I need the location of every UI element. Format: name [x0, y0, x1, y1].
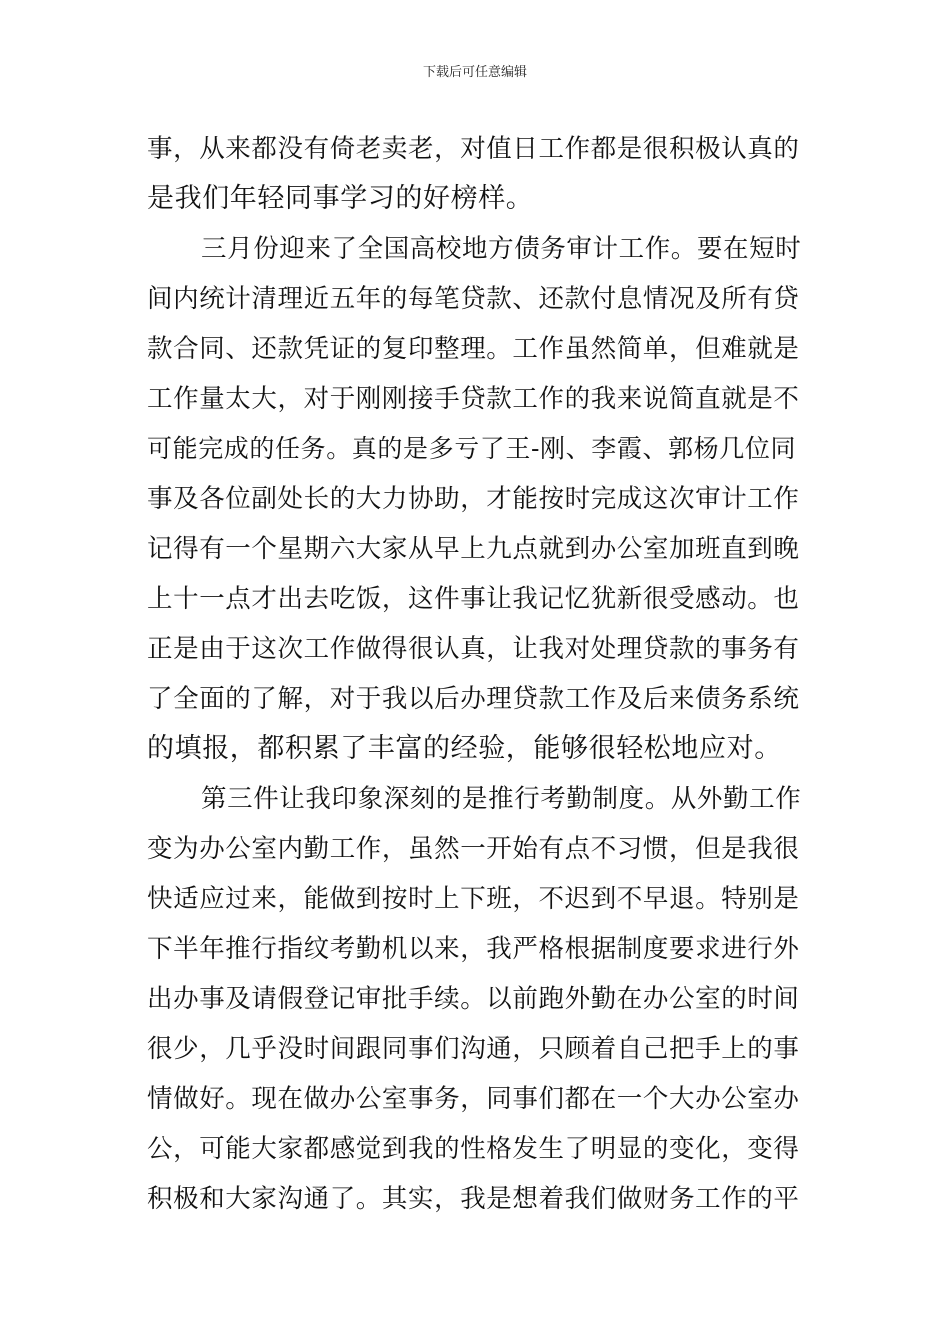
text-line: 款合同、还款凭证的复印整理。工作虽然简单，但难就是 [147, 334, 800, 364]
text-line: 积极和大家沟通了。其实，我是想着我们做财务工作的平 [147, 1184, 800, 1214]
text-line: 快适应过来，能做到按时上下班，不迟到不早退。特别是 [147, 884, 800, 914]
text-line: 下半年推行指纹考勤机以来，我严格根据制度要求进行外 [147, 934, 800, 964]
text-line: 正是由于这次工作做得很认真，让我对处理贷款的事务有 [147, 634, 800, 664]
text-line: 很少，几乎没时间跟同事们沟通，只顾着自己把手上的事 [147, 1034, 800, 1064]
text-line: 上十一点才出去吃饭，这件事让我记忆犹新很受感动。也 [147, 584, 800, 614]
text-line: 情做好。现在做办公室事务，同事们都在一个大办公室办 [147, 1084, 800, 1114]
text-line: 公，可能大家都感觉到我的性格发生了明显的变化，变得 [147, 1134, 800, 1164]
text-line: 出办事及请假登记审批手续。以前跑外勤在办公室的时间 [147, 984, 800, 1014]
text-line: 三月份迎来了全国高校地方债务审计工作。要在短时 [201, 234, 802, 264]
text-line: 是我们年轻同事学习的好榜样。 [147, 183, 534, 214]
text-line: 可能完成的任务。真的是多亏了王-刚、李霞、郭杨几位同 [147, 434, 797, 463]
text-line: 记得有一个星期六大家从早上九点就到办公室加班直到晚 [147, 534, 800, 564]
page-header: 下载后可任意编辑 [422, 65, 527, 80]
text-line: 事，从来都没有倚老卖老，对值日工作都是很积极认真的 [147, 134, 800, 164]
text-line: 的填报，都积累了丰富的经验，能够很轻松地应对。 [147, 733, 782, 764]
text-line: 第三件让我印象深刻的是推行考勤制度。从外勤工作 [201, 784, 802, 814]
text-line: 间内统计清理近五年的每笔贷款、还款付息情况及所有贷 [147, 284, 800, 314]
document-body [147, 124, 807, 1224]
text-line: 了全面的了解，对于我以后办理贷款工作及后来债务系统 [147, 684, 800, 714]
text-line: 事及各位副处长的大力协助，才能按时完成这次审计工作 [147, 484, 800, 514]
text-line: 工作量太大，对于刚刚接手贷款工作的我来说简直就是不 [147, 384, 800, 414]
text-line: 变为办公室内勤工作，虽然一开始有点不习惯，但是我很 [147, 834, 800, 864]
